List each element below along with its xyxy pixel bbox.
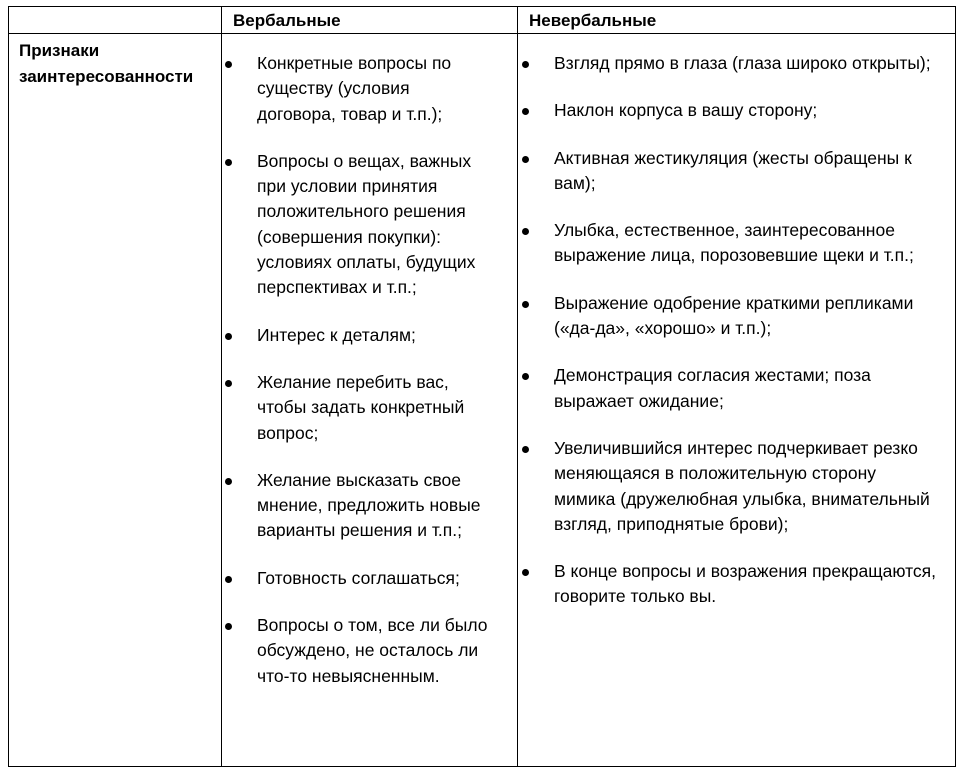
- bullet-icon: [522, 108, 529, 115]
- bullet-icon: [225, 623, 232, 630]
- list-item-text: Вопросы о том, все ли было обсуждено, не осталось ли что-то невыясненным.: [257, 615, 488, 686]
- column-divider: [517, 7, 518, 766]
- list-item: [522, 363, 942, 414]
- list-item-text: Активная жестикуляция (жесты обращены к вам);: [554, 147, 912, 193]
- bullet-icon: [522, 446, 529, 453]
- list-item: [522, 146, 942, 197]
- list-item-text: Увеличившийся интерес подчеркивает резко меняющаяся в положительную сторону мимика (дружелюбная улыбка, внимательный взгляд, приподнятые брови);: [554, 437, 930, 534]
- list-item: [225, 370, 490, 446]
- list-item-text: Демонстрация согласия жестами; поза выражает ожидание;: [554, 365, 871, 411]
- bullet-icon: [225, 478, 232, 485]
- list-item-text: Взгляд прямо в глаза (глаза широко открыты);: [554, 53, 931, 73]
- list-item: [225, 51, 490, 127]
- list-item-text: Конкретные вопросы по существу (условия договора, товар и т.п.);: [257, 53, 452, 124]
- nonverbal-signs-list: [522, 51, 942, 632]
- bullet-icon: [522, 301, 529, 308]
- list-item: [522, 291, 942, 342]
- list-item: [522, 51, 942, 76]
- bullet-icon: [225, 159, 232, 166]
- column-divider: [221, 7, 222, 766]
- bullet-icon: [225, 380, 232, 387]
- bullet-icon: [225, 61, 232, 68]
- verbal-signs-list: [225, 51, 490, 711]
- list-item: [522, 559, 942, 610]
- list-item: [522, 436, 942, 537]
- list-item: [225, 566, 490, 591]
- list-item: [522, 218, 942, 269]
- list-item-text: Вопросы о вещах, важных при условии принятия положительного решения (совершения покупки): условиях оплаты, будущих перспективах и т.п.;: [257, 150, 476, 298]
- list-item: [225, 613, 490, 689]
- header-divider: [9, 33, 955, 34]
- row-label: [19, 38, 193, 89]
- bullet-icon: [522, 156, 529, 163]
- list-item-text: В конце вопросы и возражения прекращаются, говорите только вы.: [554, 561, 936, 607]
- bullet-icon: [522, 61, 529, 68]
- bullet-icon: [522, 569, 529, 576]
- bullet-icon: [522, 228, 529, 235]
- bullet-icon: [522, 373, 529, 380]
- list-item-text: Выражение одобрение краткими репликами («да-да», «хорошо» и т.п.);: [554, 292, 914, 339]
- list-item: [225, 323, 490, 348]
- bullet-icon: [225, 333, 232, 340]
- list-item-text: Готовность соглашаться;: [257, 567, 460, 588]
- list-item-text: Интерес к деталям;: [257, 324, 416, 345]
- row-label-line: Признаки: [19, 41, 100, 60]
- list-item: [225, 468, 490, 544]
- bullet-icon: [225, 576, 232, 583]
- header-verbal: Вербальные: [233, 11, 341, 30]
- list-item-text: Желание высказать свое мнение, предложить новые варианты решения и т.п.;: [257, 469, 481, 541]
- list-item-text: Желание перебить вас, чтобы задать конкретный вопрос;: [257, 371, 465, 443]
- list-item: [522, 98, 942, 123]
- list-item: [225, 149, 490, 301]
- header-nonverbal: Невербальные: [529, 11, 657, 30]
- list-item-text: Наклон корпуса в вашу сторону;: [554, 100, 818, 121]
- list-item-text: Улыбка, естественное, заинтересованное выражение лица, порозовевшие щеки и т.п.;: [554, 220, 914, 266]
- row-label-line: заинтересованности: [19, 66, 194, 86]
